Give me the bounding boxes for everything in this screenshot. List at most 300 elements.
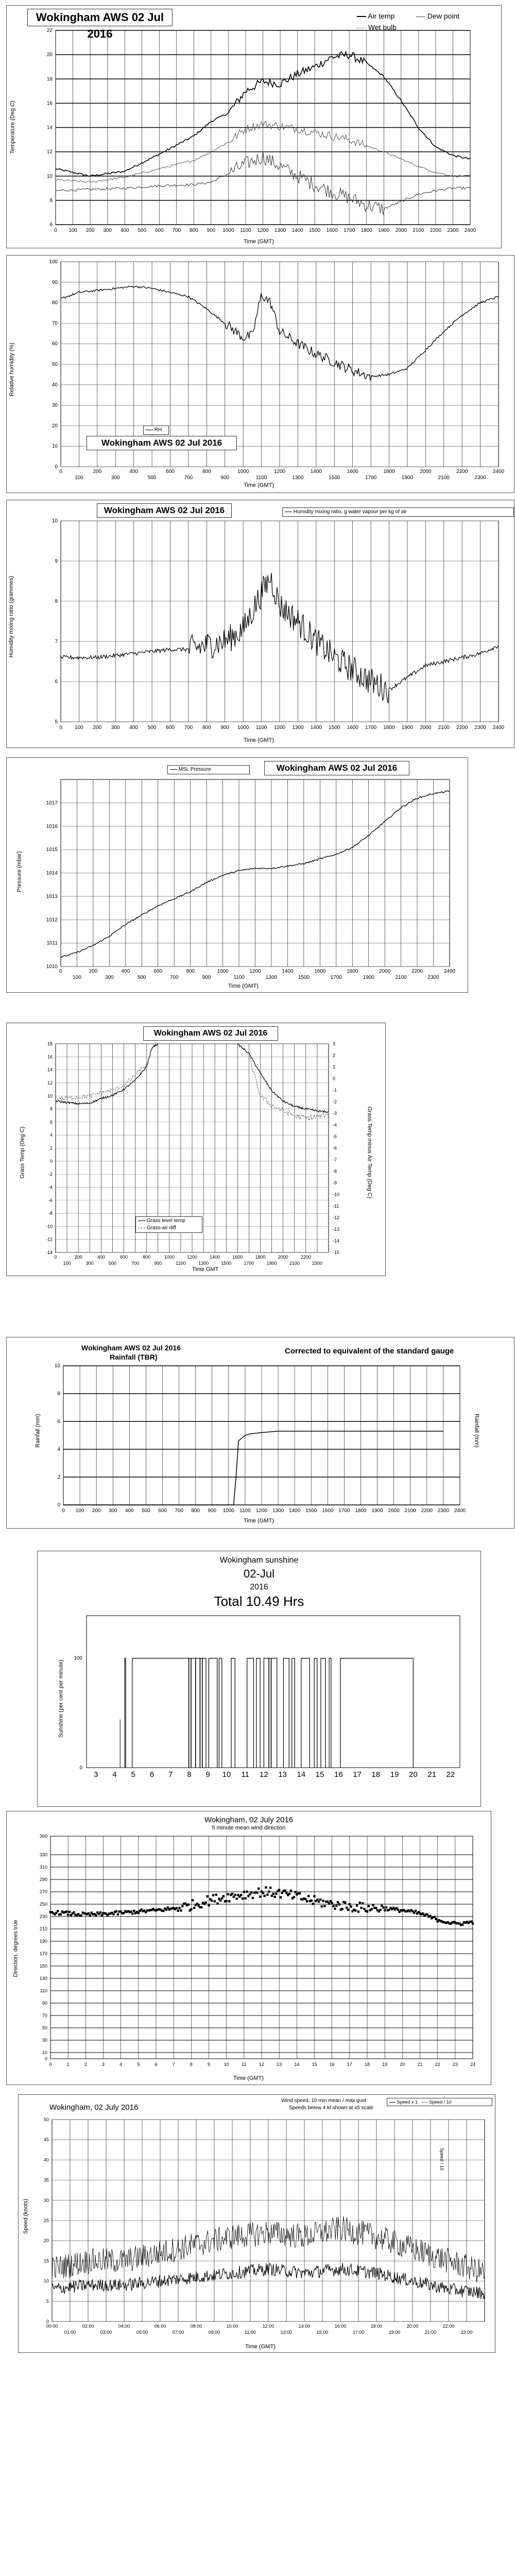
wind-direction-point — [470, 1921, 472, 1923]
legend-grass-level: Grass level temp — [146, 1218, 185, 1224]
wind-direction-point — [252, 1897, 254, 1899]
grass-temp-legend — [135, 1216, 202, 1233]
x-tick-label: 1000 — [164, 1255, 175, 1260]
x-tick-label: 1700 — [338, 1508, 350, 1514]
x-tick-label: 11 — [241, 1770, 249, 1779]
x-tick-label: 300 — [108, 1508, 117, 1514]
y-tick-label: 1015 — [46, 847, 58, 853]
wind-direction-point — [382, 1906, 384, 1908]
wind-direction-point — [313, 1895, 315, 1897]
wind-direction-point — [68, 1911, 71, 1913]
x-tick-label: 17:00 — [352, 2330, 365, 2335]
x-tick-label: 2300 — [427, 975, 439, 980]
y-tick-label: -4 — [48, 1184, 53, 1190]
wind-direction-point — [112, 1913, 114, 1915]
wind-direction-point — [117, 1913, 119, 1916]
x-tick-label: 500 — [137, 975, 146, 980]
y-tick-label: 30 — [42, 2038, 47, 2043]
x-tick-label: 3 — [101, 2062, 105, 2067]
wind-direction-point — [244, 1897, 246, 1900]
x-tick-label: 1400 — [210, 1255, 220, 1260]
x-tick-label: 03:00 — [100, 2330, 112, 2335]
wind-direction-point — [246, 1890, 248, 1892]
x-tick-label: 100 — [75, 725, 83, 731]
y-tick-label: 20 — [43, 2238, 49, 2244]
wind-direction-point — [284, 1889, 286, 1891]
x-tick-label: 600 — [153, 969, 163, 974]
wind-direction-point — [318, 1901, 320, 1903]
wind-direction-point — [368, 1905, 370, 1907]
x-tick-label: 1500 — [305, 1508, 317, 1514]
x-tick-label: 400 — [125, 1508, 134, 1514]
wind-direction-point — [344, 1902, 346, 1904]
x-tick-label: 1800 — [255, 1255, 266, 1260]
x-tick-label: 13:00 — [280, 2330, 293, 2335]
grass-temp-ylabel2: Grass Temp minus Air Temp (Deg C) — [366, 1106, 373, 1199]
wind-direction-point — [350, 1905, 352, 1907]
x-tick-label: 2000 — [388, 1508, 400, 1514]
wind-speed-chart — [18, 2094, 495, 2353]
wind-direction-point — [293, 1896, 295, 1898]
temperature-chart — [6, 5, 502, 248]
x-tick-label: 1100 — [240, 228, 251, 233]
x-tick-label: 1100 — [176, 1261, 186, 1266]
wind-direction-point — [242, 1897, 244, 1900]
y-tick-label: 1014 — [46, 870, 58, 876]
y-tick-label: 70 — [42, 2013, 47, 2018]
x-tick-label: 800 — [189, 228, 198, 233]
x-tick-label: 200 — [85, 228, 95, 233]
y2-tick-label: 3 — [333, 1041, 336, 1046]
x-tick-label: 600 — [166, 725, 175, 731]
wind-direction-point — [375, 1907, 377, 1909]
wind-direction-point — [472, 1922, 474, 1924]
x-tick-label: 200 — [92, 1508, 101, 1514]
x-tick-label: 0 — [59, 469, 62, 474]
pressure-title: Wokingham AWS 02 Jul 2016 — [264, 761, 409, 775]
y-tick-label: 50 — [43, 2117, 49, 2122]
wind-direction-point — [294, 1891, 296, 1893]
wind-direction-point — [422, 1912, 424, 1914]
x-tick-label: 16 — [334, 1770, 343, 1779]
x-tick-label: 1600 — [232, 1255, 243, 1260]
y-tick-label: -14 — [45, 1250, 53, 1255]
y-tick-label: 10 — [47, 1093, 53, 1099]
legend-dew-point: Dew point — [427, 12, 460, 20]
wind-direction-point — [349, 1903, 351, 1905]
x-tick-label: 02:00 — [82, 2324, 94, 2329]
y-tick-label: 22 — [46, 28, 53, 33]
wind-speed-ylabel: Speed (knots) — [23, 2198, 29, 2234]
y-tick-label: 2 — [57, 1475, 60, 1480]
sunshine-header — [38, 1554, 480, 1609]
x-tick-label: 20 — [400, 2062, 405, 2067]
x-tick-label: 2200 — [411, 969, 423, 974]
x-tick-label: 1500 — [329, 725, 340, 731]
wind-speed-side-note: Speed / 10 — [439, 2148, 444, 2171]
y-tick-label: 40 — [43, 2157, 49, 2163]
x-tick-label: 2300 — [437, 1508, 450, 1514]
x-tick-label: 2400 — [492, 725, 505, 731]
y2-tick-label: -2 — [333, 1099, 337, 1105]
y2-tick-label: -11 — [333, 1204, 339, 1209]
x-tick-label: 05:00 — [136, 2330, 148, 2335]
wind-direction-ylabel: Direction, degrees true — [12, 1920, 19, 1977]
y2-tick-label: -14 — [333, 1238, 340, 1244]
y2-tick-label: 0 — [333, 1076, 336, 1081]
x-tick-label: 12 — [260, 1770, 268, 1779]
y-tick-label: 0 — [44, 2056, 47, 2061]
y-tick-label: -8 — [48, 1211, 53, 1216]
x-tick-label: 600 — [166, 469, 175, 474]
y-tick-label: 35 — [43, 2177, 49, 2183]
x-tick-label: 1800 — [355, 1508, 367, 1514]
x-tick-label: 100 — [63, 1261, 71, 1266]
x-tick-label: 4 — [119, 2062, 123, 2067]
y-tick-label: 40 — [52, 382, 58, 388]
x-tick-label: 900 — [220, 725, 230, 731]
x-tick-label: 1800 — [383, 725, 395, 731]
y-tick-label: 10 — [46, 173, 53, 179]
wind-direction-point — [319, 1899, 321, 1901]
wind-direction-point — [181, 1905, 183, 1907]
x-tick-label: 1200 — [186, 1255, 198, 1260]
y-tick-label: 0 — [79, 1765, 82, 1771]
y-tick-label: 8 — [55, 599, 58, 604]
temperature-title: Wokingham AWS 02 Jul 2016 — [27, 9, 173, 26]
x-tick-label: 08:00 — [190, 2324, 202, 2329]
x-tick-label: 200 — [89, 969, 98, 974]
wind-direction-point — [165, 1908, 167, 1910]
wind-direction-point — [372, 1904, 374, 1906]
x-tick-label: 2000 — [420, 469, 432, 474]
y2-tick-label: -8 — [333, 1168, 337, 1174]
x-tick-label: 200 — [74, 1255, 82, 1260]
wind-direction-point — [366, 1910, 368, 1912]
y-tick-label: 30 — [43, 2197, 49, 2203]
x-tick-label: 1200 — [249, 969, 261, 974]
x-tick-label: 5 — [137, 2062, 140, 2067]
wind-direction-point — [334, 1908, 336, 1910]
legend-speed-div10: Speed / 10 — [429, 2099, 452, 2105]
x-tick-label: 1700 — [365, 475, 377, 481]
legend-rh: RH — [154, 427, 162, 433]
y-tick-label: 1017 — [46, 800, 58, 806]
x-tick-label: 1700 — [244, 1261, 254, 1266]
wind-direction-point — [89, 1914, 91, 1916]
x-tick-label: 300 — [111, 725, 120, 731]
x-tick-label: 06:00 — [154, 2324, 166, 2329]
wind-direction-point — [268, 1890, 270, 1892]
x-tick-label: 1900 — [401, 725, 414, 731]
x-tick-label: 700 — [184, 475, 193, 481]
legend-speed-x1: Speed x 1 — [397, 2099, 418, 2105]
y2-tick-label: -15 — [333, 1250, 340, 1255]
wind-direction-point — [360, 1907, 362, 1909]
y-tick-label: 0 — [57, 1502, 60, 1508]
y-tick-label: 10 — [43, 2278, 49, 2284]
x-tick-label: 400 — [129, 469, 139, 474]
wind-direction-point — [205, 1901, 207, 1903]
y-tick-label: 50 — [52, 362, 58, 367]
x-tick-label: 19:00 — [388, 2330, 401, 2335]
y-tick-label: 250 — [39, 1902, 47, 1907]
wind-direction-point — [278, 1889, 280, 1891]
y-tick-label: 170 — [39, 1951, 47, 1956]
x-tick-label: 2100 — [395, 975, 407, 980]
sunshine-year: 2016 — [250, 1583, 268, 1591]
x-tick-label: 300 — [105, 975, 114, 980]
wind-direction-point — [328, 1903, 330, 1905]
x-tick-label: 1400 — [289, 1508, 301, 1514]
x-tick-label: 1300 — [272, 1508, 284, 1514]
x-tick-label: 500 — [138, 228, 147, 233]
x-tick-label: 4 — [112, 1770, 117, 1779]
grass-temp-ylabel: Grass Temp (Deg C) — [19, 1126, 26, 1179]
wind-direction-point — [281, 1892, 283, 1894]
y-tick-label: 1012 — [46, 917, 58, 923]
wind-direction-point — [200, 1906, 202, 1908]
x-tick-label: 1800 — [360, 228, 372, 233]
wind-direction-chart — [6, 1811, 491, 2085]
y-tick-label: 16 — [46, 100, 53, 107]
x-tick-label: 21 — [427, 1770, 436, 1779]
x-tick-label: 2200 — [430, 228, 442, 233]
wind-direction-point — [331, 1902, 333, 1904]
x-tick-label: 04:00 — [118, 2324, 130, 2329]
y-tick-label: 14 — [47, 1067, 53, 1073]
wind-direction-point — [177, 1909, 179, 1911]
x-tick-label: 1000 — [222, 228, 234, 233]
x-tick-label: 19 — [390, 1770, 399, 1779]
wind-direction-point — [435, 1918, 437, 1920]
y-tick-label: 4 — [49, 1132, 53, 1138]
wind-direction-point — [115, 1910, 117, 1912]
x-tick-label: 1200 — [273, 725, 286, 731]
y2-tick-label: -7 — [333, 1157, 337, 1162]
x-tick-label: 18 — [371, 1770, 381, 1779]
x-tick-label: 2300 — [474, 475, 486, 481]
wind-speed-plot — [19, 2095, 495, 2352]
y-tick-label: 15 — [43, 2258, 49, 2264]
wind-direction-point — [233, 1895, 235, 1897]
x-tick-label: 1600 — [347, 725, 358, 731]
sunshine-total: Total 10.49 Hrs — [214, 1594, 304, 1609]
x-tick-label: 500 — [108, 1261, 116, 1266]
x-tick-label: 2400 — [464, 228, 476, 233]
mixing-ratio-plot — [7, 500, 514, 748]
x-tick-label: 16 — [329, 2062, 335, 2067]
x-tick-label: 1600 — [347, 469, 358, 474]
y2-tick-label: -12 — [333, 1215, 340, 1221]
x-tick-label: 1800 — [383, 469, 395, 474]
y-tick-label: -12 — [45, 1236, 53, 1242]
y2-tick-label: -10 — [333, 1192, 340, 1197]
wind-direction-point — [219, 1900, 221, 1902]
x-tick-label: 9 — [205, 1770, 210, 1779]
x-tick-label: 2100 — [413, 228, 424, 233]
wind-direction-point — [269, 1887, 271, 1889]
x-tick-label: 400 — [120, 228, 129, 233]
y-tick-label: 1010 — [46, 964, 58, 970]
y-tick-label: -6 — [48, 1197, 53, 1203]
y-tick-label: 12 — [46, 149, 53, 155]
x-tick-label: 13 — [277, 2062, 282, 2067]
x-tick-label: 100 — [68, 228, 77, 233]
pressure-xlabel: Time (GMT) — [228, 983, 259, 989]
grass-temp-chart — [6, 1023, 386, 1276]
x-tick-label: 1500 — [309, 228, 321, 233]
x-tick-label: 400 — [129, 725, 139, 731]
y-tick-label: 60 — [52, 341, 58, 347]
wind-direction-point — [178, 1907, 180, 1909]
x-tick-label: 200 — [93, 469, 102, 474]
x-tick-label: 1300 — [198, 1261, 209, 1266]
wind-direction-point — [65, 1910, 67, 1912]
x-tick-label: 15 — [315, 1770, 324, 1779]
y-tick-label: 0 — [55, 464, 58, 470]
x-tick-label: 300 — [85, 1261, 94, 1266]
rainfall-annotation: Corrected to equivalent of the standard gauge — [285, 1347, 454, 1355]
x-tick-label: 1500 — [298, 975, 310, 980]
x-tick-label: 07:00 — [172, 2330, 184, 2335]
wind-direction-point — [370, 1908, 372, 1910]
x-tick-label: 600 — [119, 1255, 128, 1260]
y-tick-label: 110 — [40, 1988, 47, 1993]
x-tick-label: 18:00 — [370, 2324, 383, 2329]
wind-direction-point — [335, 1905, 337, 1907]
y-tick-label: 45 — [43, 2137, 49, 2143]
x-tick-label: 1600 — [314, 969, 326, 974]
y2-tick-label: -6 — [333, 1145, 337, 1151]
x-tick-label: 23:00 — [460, 2330, 473, 2335]
wind-direction-point — [265, 1886, 267, 1888]
wind-direction-point — [272, 1893, 274, 1895]
wind-direction-point — [231, 1893, 233, 1895]
wind-direction-point — [385, 1906, 387, 1908]
wind-direction-point — [332, 1905, 334, 1907]
x-tick-label: 2300 — [447, 228, 459, 233]
x-tick-label: 2000 — [395, 228, 407, 233]
wind-direction-point — [206, 1895, 208, 1897]
legend-wet-bulb: Wet bulb — [368, 23, 397, 31]
x-tick-label: 1000 — [222, 1508, 234, 1514]
x-tick-label: 2100 — [289, 1261, 300, 1266]
x-tick-label: 2 — [84, 2062, 87, 2067]
wind-speed-xlabel: Time (GMT) — [245, 2344, 276, 2350]
x-tick-label: 2200 — [456, 469, 468, 474]
x-tick-label: 12:00 — [262, 2324, 274, 2329]
wind-direction-point — [131, 1912, 133, 1914]
x-tick-label: 2000 — [420, 725, 432, 731]
x-tick-label: 600 — [158, 1508, 167, 1514]
x-tick-label: 0 — [59, 725, 62, 731]
wind-direction-point — [275, 1892, 277, 1894]
x-tick-label: 2200 — [300, 1255, 311, 1260]
x-tick-label: 1400 — [291, 228, 303, 233]
x-tick-label: 2300 — [312, 1261, 322, 1266]
x-tick-label: 400 — [97, 1255, 105, 1260]
y2-tick-label: -5 — [333, 1134, 337, 1139]
sunshine-date: 02-Jul — [244, 1567, 274, 1580]
plot-area — [87, 1616, 460, 1768]
wind-direction-point — [379, 1909, 381, 1911]
x-tick-label: 1600 — [326, 228, 338, 233]
x-tick-label: 6 — [154, 2062, 158, 2067]
x-tick-label: 12 — [259, 2062, 265, 2067]
humidity-title: Wokingham AWS 02 Jul 2016 — [87, 436, 237, 450]
wind-direction-point — [227, 1893, 229, 1895]
x-tick-label: 14:00 — [298, 2324, 311, 2329]
x-tick-label: 1400 — [310, 725, 322, 731]
wind-direction-point — [397, 1909, 399, 1911]
x-tick-label: 1900 — [266, 1261, 277, 1266]
wind-direction-point — [429, 1915, 431, 1917]
x-tick-label: 400 — [121, 969, 130, 974]
wind-direction-point — [234, 1894, 236, 1896]
sunshine-title: Wokingham sunshine — [219, 1556, 299, 1565]
x-tick-label: 800 — [202, 725, 211, 731]
wind-direction-point — [192, 1899, 194, 1901]
x-tick-label: 900 — [207, 228, 216, 233]
y-tick-label: 9 — [55, 558, 58, 564]
wind-direction-point — [99, 1911, 101, 1913]
x-tick-label: 2400 — [443, 969, 456, 974]
y-tick-label: 10 — [52, 518, 58, 524]
y-tick-label: 70 — [52, 320, 58, 327]
x-tick-label: 5 — [131, 1770, 135, 1779]
y-tick-label: 80 — [52, 300, 58, 306]
y-tick-label: 10 — [42, 2050, 47, 2055]
wind-direction-point — [214, 1900, 216, 1902]
wind-direction-point — [263, 1895, 265, 1897]
x-tick-label: 20:00 — [406, 2324, 419, 2329]
temperature-legend — [357, 12, 475, 43]
wind-direction-point — [271, 1895, 273, 1897]
x-tick-label: 3 — [93, 1770, 98, 1779]
wind-direction-point — [307, 1895, 310, 1897]
wind-direction-point — [228, 1900, 230, 1902]
x-tick-label: 1000 — [217, 969, 229, 974]
wind-direction-point — [193, 1907, 195, 1909]
legend-grass-air-diff: Grass-air diff — [146, 1225, 176, 1231]
wind-direction-point — [138, 1912, 140, 1914]
x-tick-label: 600 — [154, 228, 164, 233]
x-tick-label: 1300 — [274, 228, 286, 233]
humidity-plot — [7, 256, 514, 493]
mixing-ratio-chart — [6, 500, 514, 748]
wind-direction-point — [73, 1911, 75, 1913]
y-tick-label: 360 — [39, 1834, 47, 1839]
sunshine-ylabel: Sunshine (per cent per minute) — [58, 1659, 64, 1738]
x-tick-label: 1200 — [273, 469, 286, 474]
x-tick-label: 24 — [470, 2062, 476, 2067]
x-tick-label: 2100 — [438, 725, 450, 731]
wind-direction-point — [240, 1894, 242, 1896]
wind-direction-title: Wokingham, 02 July 2016 — [204, 1816, 294, 1824]
y-tick-label: 310 — [39, 1865, 47, 1870]
wind-direction-point — [216, 1902, 218, 1904]
grass-temp-xlabel: Time GMT — [192, 1266, 219, 1273]
wind-direction-point — [130, 1910, 132, 1912]
wind-direction-point — [187, 1904, 189, 1906]
y-tick-label: 14 — [46, 125, 53, 131]
x-tick-label: 1100 — [255, 475, 267, 481]
wind-direction-point — [311, 1900, 313, 1902]
x-tick-label: 14 — [297, 1770, 306, 1779]
x-tick-label: 100 — [75, 1508, 84, 1514]
x-tick-label: 700 — [131, 1261, 140, 1266]
